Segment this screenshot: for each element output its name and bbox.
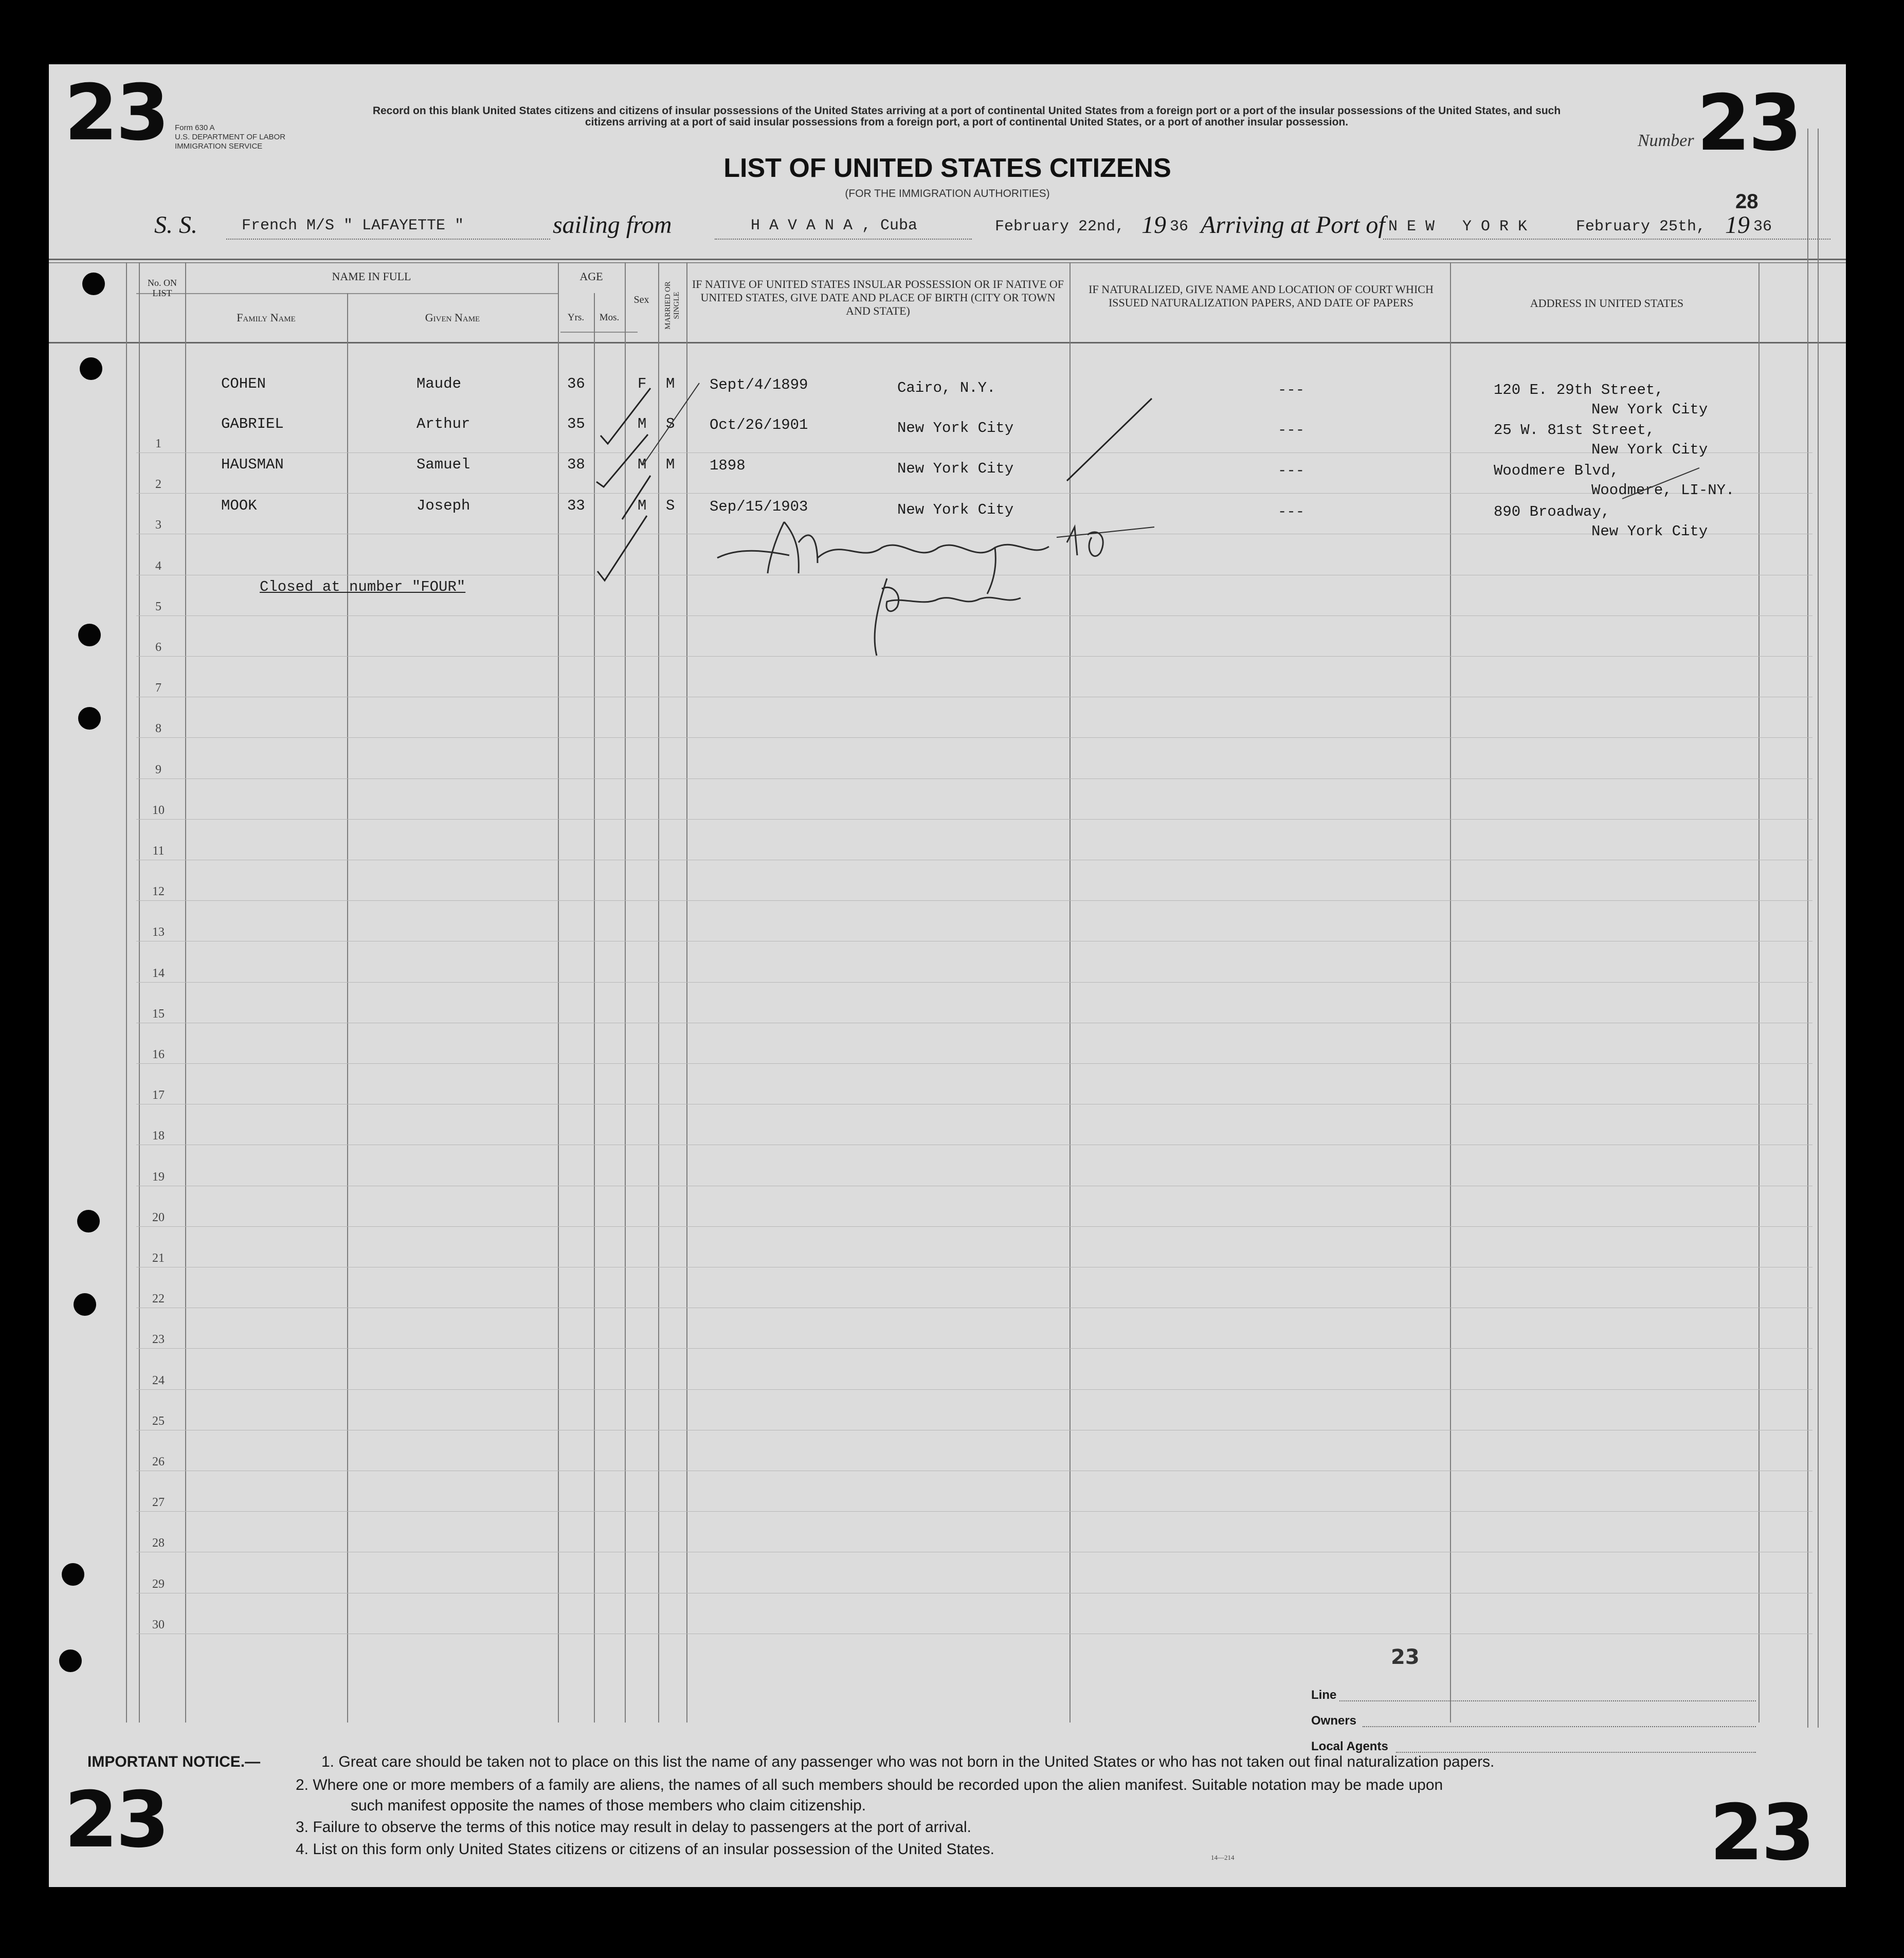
sex-cell: M <box>638 415 647 432</box>
col-header-yrs: Yrs. <box>567 312 585 323</box>
row-number: 16 <box>152 1048 165 1061</box>
col-header-given-name: Given Name <box>425 311 480 324</box>
row-number: 28 <box>152 1536 165 1550</box>
row-number: 6 <box>155 641 161 654</box>
marital-status-cell: M <box>666 456 675 473</box>
arrival-year: 36 <box>1753 218 1772 235</box>
address-line2-cell: New York City <box>1591 523 1708 540</box>
age-cell: 36 <box>567 375 585 392</box>
ruled-line <box>136 1063 1812 1064</box>
row-number: 11 <box>152 844 165 858</box>
ruled-line <box>136 737 1812 738</box>
birth-place-cell: New York City <box>897 501 1014 518</box>
row-number: 25 <box>152 1414 165 1428</box>
arrival-year-prefix: 19 <box>1725 211 1750 239</box>
signoff-agents-label: Local Agents <box>1311 1739 1388 1753</box>
col-header-sex: Sex <box>633 294 649 305</box>
notice-item-4: 4. List on this form only United States citizens or citizens of an insular possession of the United States. <box>296 1841 995 1858</box>
row-number: 18 <box>152 1129 165 1143</box>
row-number: 23 <box>152 1333 165 1347</box>
sex-cell: F <box>638 375 647 392</box>
punch-hole <box>59 1649 82 1672</box>
notice-item-2a: 2. Where one or more members of a family are aliens, the names of all such members should be recorded upon the alien manifest. Suitable notation may be made upon <box>296 1776 1443 1793</box>
row-number: 4 <box>155 559 161 573</box>
row-number: 12 <box>152 885 165 899</box>
arrival-date: February 25th, <box>1576 218 1706 235</box>
marital-status-cell: M <box>666 375 675 392</box>
closing-note: Closed at number "FOUR" <box>260 578 466 595</box>
row-number: 29 <box>152 1577 165 1591</box>
col-header-married-or-single: MARRIED OR SINGLE <box>664 281 681 330</box>
row-number: 10 <box>152 803 165 817</box>
birth-place-cell: Cairo, N.Y. <box>897 379 996 396</box>
form-id <box>175 123 285 151</box>
stamp-number-bottom-right: 23 <box>1710 1788 1813 1878</box>
row-number: 9 <box>155 763 161 776</box>
arrival-port: N E W Y O R K <box>1388 218 1528 235</box>
row-number: 5 <box>155 600 161 613</box>
address-line2-cell: New York City <box>1591 441 1708 458</box>
punch-hole <box>74 1293 96 1316</box>
family-name-cell: MOOK <box>221 497 257 514</box>
row-number: 14 <box>152 966 165 980</box>
col-header-no-on-list: No. ON LIST <box>148 278 177 298</box>
address-line2-cell: New York City <box>1591 401 1708 418</box>
row-number: 20 <box>152 1210 165 1224</box>
birth-place-cell: New York City <box>897 420 1014 437</box>
small-number: 28 <box>1735 190 1758 213</box>
inspector-signature <box>707 506 1170 692</box>
voyage-line <box>154 211 1841 242</box>
instructions: Record on this blank United States citizens and citizens of insular possessions of the United States arriving at a port of continental United States from a foreign port or a port of the insular possessions of the United States, and such citizens arriving at a port of said insular possessions from a foreign port, a port of continental United States, or a port of another insular possession. <box>372 105 1561 128</box>
birth-date-cell: 1898 <box>710 457 746 474</box>
ruled-line <box>136 982 1812 983</box>
col-header-naturalized: IF NATURALIZED, GIVE NAME AND LOCATION OF COURT WHICH ISSUED NATURALIZATION PAPERS, AND DATE OF PAPERS <box>1089 283 1434 309</box>
naturalized-cell: --- <box>1278 503 1305 520</box>
ruled-line <box>136 1348 1812 1349</box>
form-id-line3: IMMIGRATION SERVICE <box>175 142 263 151</box>
ruled-line <box>136 1389 1812 1390</box>
col-header-mos: Mos. <box>599 312 620 323</box>
sex-cell: M <box>638 456 647 473</box>
row-number: 30 <box>152 1618 165 1631</box>
punch-hole <box>80 357 102 380</box>
stamp-number-top-right: 23 <box>1697 79 1800 168</box>
row-number: 7 <box>155 681 161 695</box>
naturalized-cell: --- <box>1278 422 1305 439</box>
ruled-line <box>136 778 1812 779</box>
age-cell: 38 <box>567 456 585 473</box>
stamp-number-bottom-left: 23 <box>64 1775 168 1865</box>
col-header-age: AGE <box>579 270 603 283</box>
departure-year: 36 <box>1170 218 1189 235</box>
form-id-line2: U.S. DEPARTMENT OF LABOR <box>175 133 286 141</box>
ruled-line <box>136 1511 1812 1512</box>
marital-status-cell: S <box>666 497 675 514</box>
departure-date: February 22nd, <box>995 218 1125 235</box>
ruled-line <box>136 1226 1812 1227</box>
sailing-label: sailing from <box>553 211 672 239</box>
row-number: 27 <box>152 1496 165 1510</box>
row-number: 22 <box>152 1292 165 1306</box>
departure-port: H A V A N A , Cuba <box>751 217 918 234</box>
address-line1-cell: 25 W. 81st Street, <box>1494 422 1655 439</box>
row-number: 2 <box>155 478 161 492</box>
given-name-cell: Samuel <box>416 456 470 473</box>
row-number: 24 <box>152 1373 165 1387</box>
row-number: 21 <box>152 1252 165 1265</box>
number-label: Number <box>1638 131 1694 150</box>
ss-label: S. S. <box>154 211 197 239</box>
departure-year-prefix: 19 <box>1141 211 1166 239</box>
check-marks <box>591 373 704 589</box>
form-id-line1: Form 630 A <box>175 123 215 132</box>
ship-name: French M/S " LAFAYETTE " <box>242 217 464 234</box>
row-number: 19 <box>152 1170 165 1184</box>
birth-date-cell: Oct/26/1901 <box>710 416 808 433</box>
sex-cell: M <box>638 497 647 514</box>
ruled-line <box>136 900 1812 901</box>
row-number: 15 <box>152 1007 165 1021</box>
address-check-mark <box>1617 463 1704 504</box>
col-header-family-name: Family Name <box>237 311 296 324</box>
row-number: 3 <box>155 518 161 532</box>
given-name-cell: Joseph <box>416 497 470 514</box>
arriving-label: Arriving at Port of <box>1201 211 1385 239</box>
given-name-cell: Maude <box>416 375 462 392</box>
age-cell: 33 <box>567 497 585 514</box>
signoff-line-label: Line <box>1311 1688 1337 1702</box>
family-name-cell: GABRIEL <box>221 415 284 432</box>
page-title: LIST OF UNITED STATES CITIZENS <box>723 153 1171 183</box>
address-line1-cell: Woodmere Blvd, <box>1494 462 1619 479</box>
ruled-line <box>136 452 1812 453</box>
row-number: 1 <box>155 437 161 450</box>
notice-item-2b: such manifest opposite the names of those members who claim citizenship. <box>351 1797 866 1814</box>
birth-place-cell: New York City <box>897 460 1014 477</box>
family-name-cell: COHEN <box>221 375 266 392</box>
family-name-cell: HAUSMAN <box>221 456 284 473</box>
col-header-name-in-full: NAME IN FULL <box>332 270 411 283</box>
punch-hole <box>77 1210 100 1232</box>
col-header-native: IF NATIVE OF UNITED STATES INSULAR POSSESSION OR IF NATIVE OF UNITED STATES, GIVE DATE AND PLACE OF BIRTH (CITY OR TOWN AND STATE) <box>692 278 1064 317</box>
punch-hole <box>78 624 101 646</box>
punch-hole <box>82 273 105 295</box>
row-number: 13 <box>152 926 165 939</box>
tally-mark <box>1057 393 1159 486</box>
row-number: 17 <box>152 1089 165 1102</box>
age-cell: 35 <box>567 415 585 432</box>
stamp-number-top-left: 23 <box>64 68 168 158</box>
footer-page-number: 23 <box>1391 1645 1420 1669</box>
address-line2-cell: Woodmere, LI-NY. <box>1591 482 1735 499</box>
notice-item-1: 1. Great care should be taken not to place on this list the name of any passenger who was not born in the United States or who has not taken out final naturalization papers. <box>321 1753 1495 1770</box>
punch-hole <box>78 707 101 730</box>
notice-item-3: 3. Failure to observe the terms of this notice may result in delay to passengers at the port of arrival. <box>296 1819 971 1836</box>
page-subtitle: (FOR THE IMMIGRATION AUTHORITIES) <box>845 188 1050 200</box>
col-header-address: ADDRESS IN UNITED STATES <box>1530 297 1684 310</box>
signoff-owners-label: Owners <box>1311 1714 1357 1728</box>
birth-date-cell: Sept/4/1899 <box>710 376 808 393</box>
punch-hole <box>62 1563 84 1586</box>
given-name-cell: Arthur <box>416 415 470 432</box>
row-number: 8 <box>155 722 161 736</box>
address-line1-cell: 890 Broadway, <box>1494 503 1610 520</box>
form-code: 14—214 <box>1211 1854 1235 1861</box>
address-line1-cell: 120 E. 29th Street, <box>1494 382 1664 398</box>
ruled-line <box>136 819 1812 820</box>
marital-status-cell: S <box>666 415 675 432</box>
naturalized-cell: --- <box>1278 382 1305 398</box>
manifest-sheet <box>49 64 1846 1887</box>
ruled-line <box>136 493 1812 494</box>
row-number: 26 <box>152 1455 165 1468</box>
birth-date-cell: Sep/15/1903 <box>710 498 808 515</box>
notice-heading: IMPORTANT NOTICE.— <box>87 1753 261 1770</box>
naturalized-cell: --- <box>1278 462 1305 479</box>
